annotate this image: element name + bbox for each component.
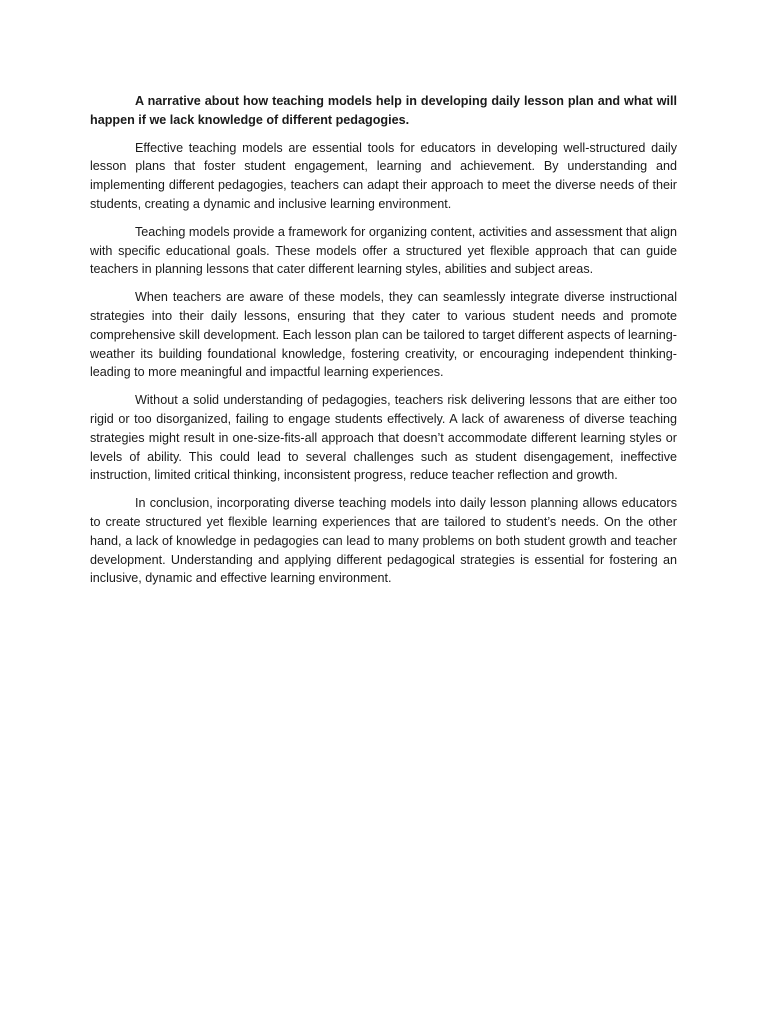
- paragraph-framework: Teaching models provide a framework for organizing content, activities and assessment that align with specific educational goals. These models offer a structured yet flexible approach that can guide teachers in planning lessons that cater different learning styles, abilities and subject areas.: [90, 224, 677, 277]
- paragraph-awareness: When teachers are aware of these models, they can seamlessly integrate diverse instructional strategies into their daily lessons, ensuring that they cater to various student needs and promote comprehensive skill development. Each lesson plan can be tailored to target different aspects of learning-weather its building foundational knowledge, fostering creativity, or encouraging independent thinking-leading to more meaningful and impactful learning experiences.: [90, 290, 677, 380]
- document-title: A narrative about how teaching models help in developing daily lesson plan and what will happen if we lack knowledge of different pedagogies.: [90, 94, 677, 127]
- paragraph-introduction: Effective teaching models are essential tools for educators in developing well-structured daily lesson plans that foster student engagement, learning and achievement. By understanding and implementing different pedagogies, teachers can adapt their approach to meet the diverse needs of their students, creating a dynamic and inclusive learning environment.: [90, 140, 677, 211]
- paragraph-lack-of-understanding: Without a solid understanding of pedagogies, teachers risk delivering lessons that are either too rigid or too disorganized, failing to engage students effectively. A lack of awareness of diverse teaching strategies might result in one-size-fits-all approach that doesn’t accommodate different learning styles or levels of ability. This could lead to several challenges such as student disengagement, ineffective instruction, limited critical thinking, inconsistent progress, reduce teacher reflection and growth.: [90, 393, 677, 483]
- paragraph-conclusion: In conclusion, incorporating diverse teaching models into daily lesson planning allows educators to create structured yet flexible learning experiences that are tailored to student’s needs. On the other hand, a lack of knowledge in pedagogies can lead to many problems on both student growth and teacher development. Understanding and applying different pedagogical strategies is essential for fostering an inclusive, dynamic and effective learning environment.: [90, 496, 677, 586]
- document-body: [90, 92, 677, 597]
